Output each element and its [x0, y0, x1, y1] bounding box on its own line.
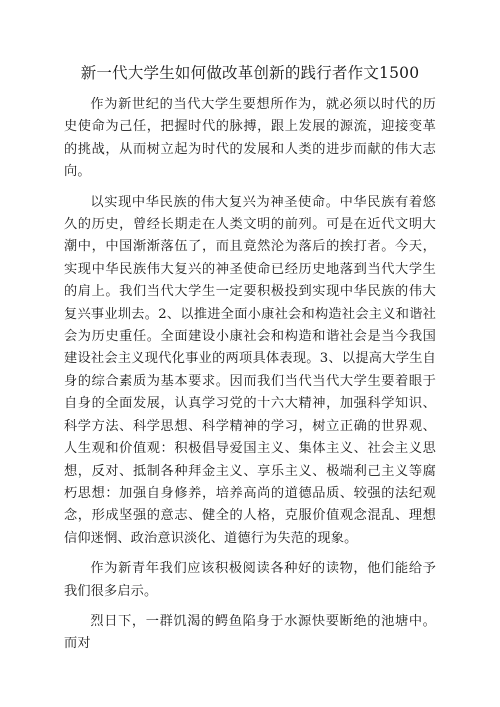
paragraph-intro: 作为新世纪的当代大学生要想所作为，就必须以时代的历史使命为己任，把握时代的脉搏，跟上发展的源流，迎接变革的挑战，从而树立起为时代的发展和人类的进步而献的伟大志向。: [64, 97, 436, 180]
document-title: 新一代大学生如何做改革创新的践行者作文1500: [80, 64, 420, 82]
paragraph-mission: 以实现中华民族的伟大复兴为神圣使命。中华民族有着悠久的历史，曾经长期走在人类文明的前列。可是在近代文明大潮中，中国渐渐落伍了，而且竟然沦为落后的挨打者。今天，实现中华民族伟大复兴的神圣使命已经历史地落到当代大学生的肩上。我们当代大学生一定要积极投到实现中华民族的伟大复兴事业圳去。2、以推进全面小康社会和构造社会主义和谐社会为历史重任。全面建设小康社会和构造和谐社会是当今我国建设社会主义现代化事业的两项具体表现。3、以提高大学生自身的综合素质为基本要求。因而我们当代当代大学生要着眼于自身的全面发展，认真学习党的十六大精神，加强科学知识、科学方法、科学思想、科学精神的学习，树立正确的世界观、人生观和价值观：积极倡导爱国主义、集体主义、社会主义思想，反对、抵制各种拜金主义、享乐主义、极端利己主义等腐朽思想：加强自身修养，培养高尚的道德品质、较强的法纪观念，形成坚强的意志、健全的人格，克服价值观念混乱、理想信仰迷惘、政治意识淡化、道德行为失范的现象。: [64, 194, 436, 546]
paragraph-reading: 作为新青年我们应该积极阅读各种好的读物，他们能给予我们很多启示。: [64, 561, 436, 599]
paragraph-crocodile: 烈日下，一群饥渴的鳄鱼陷身于水源快要断绝的池塘中。而对: [64, 613, 436, 652]
